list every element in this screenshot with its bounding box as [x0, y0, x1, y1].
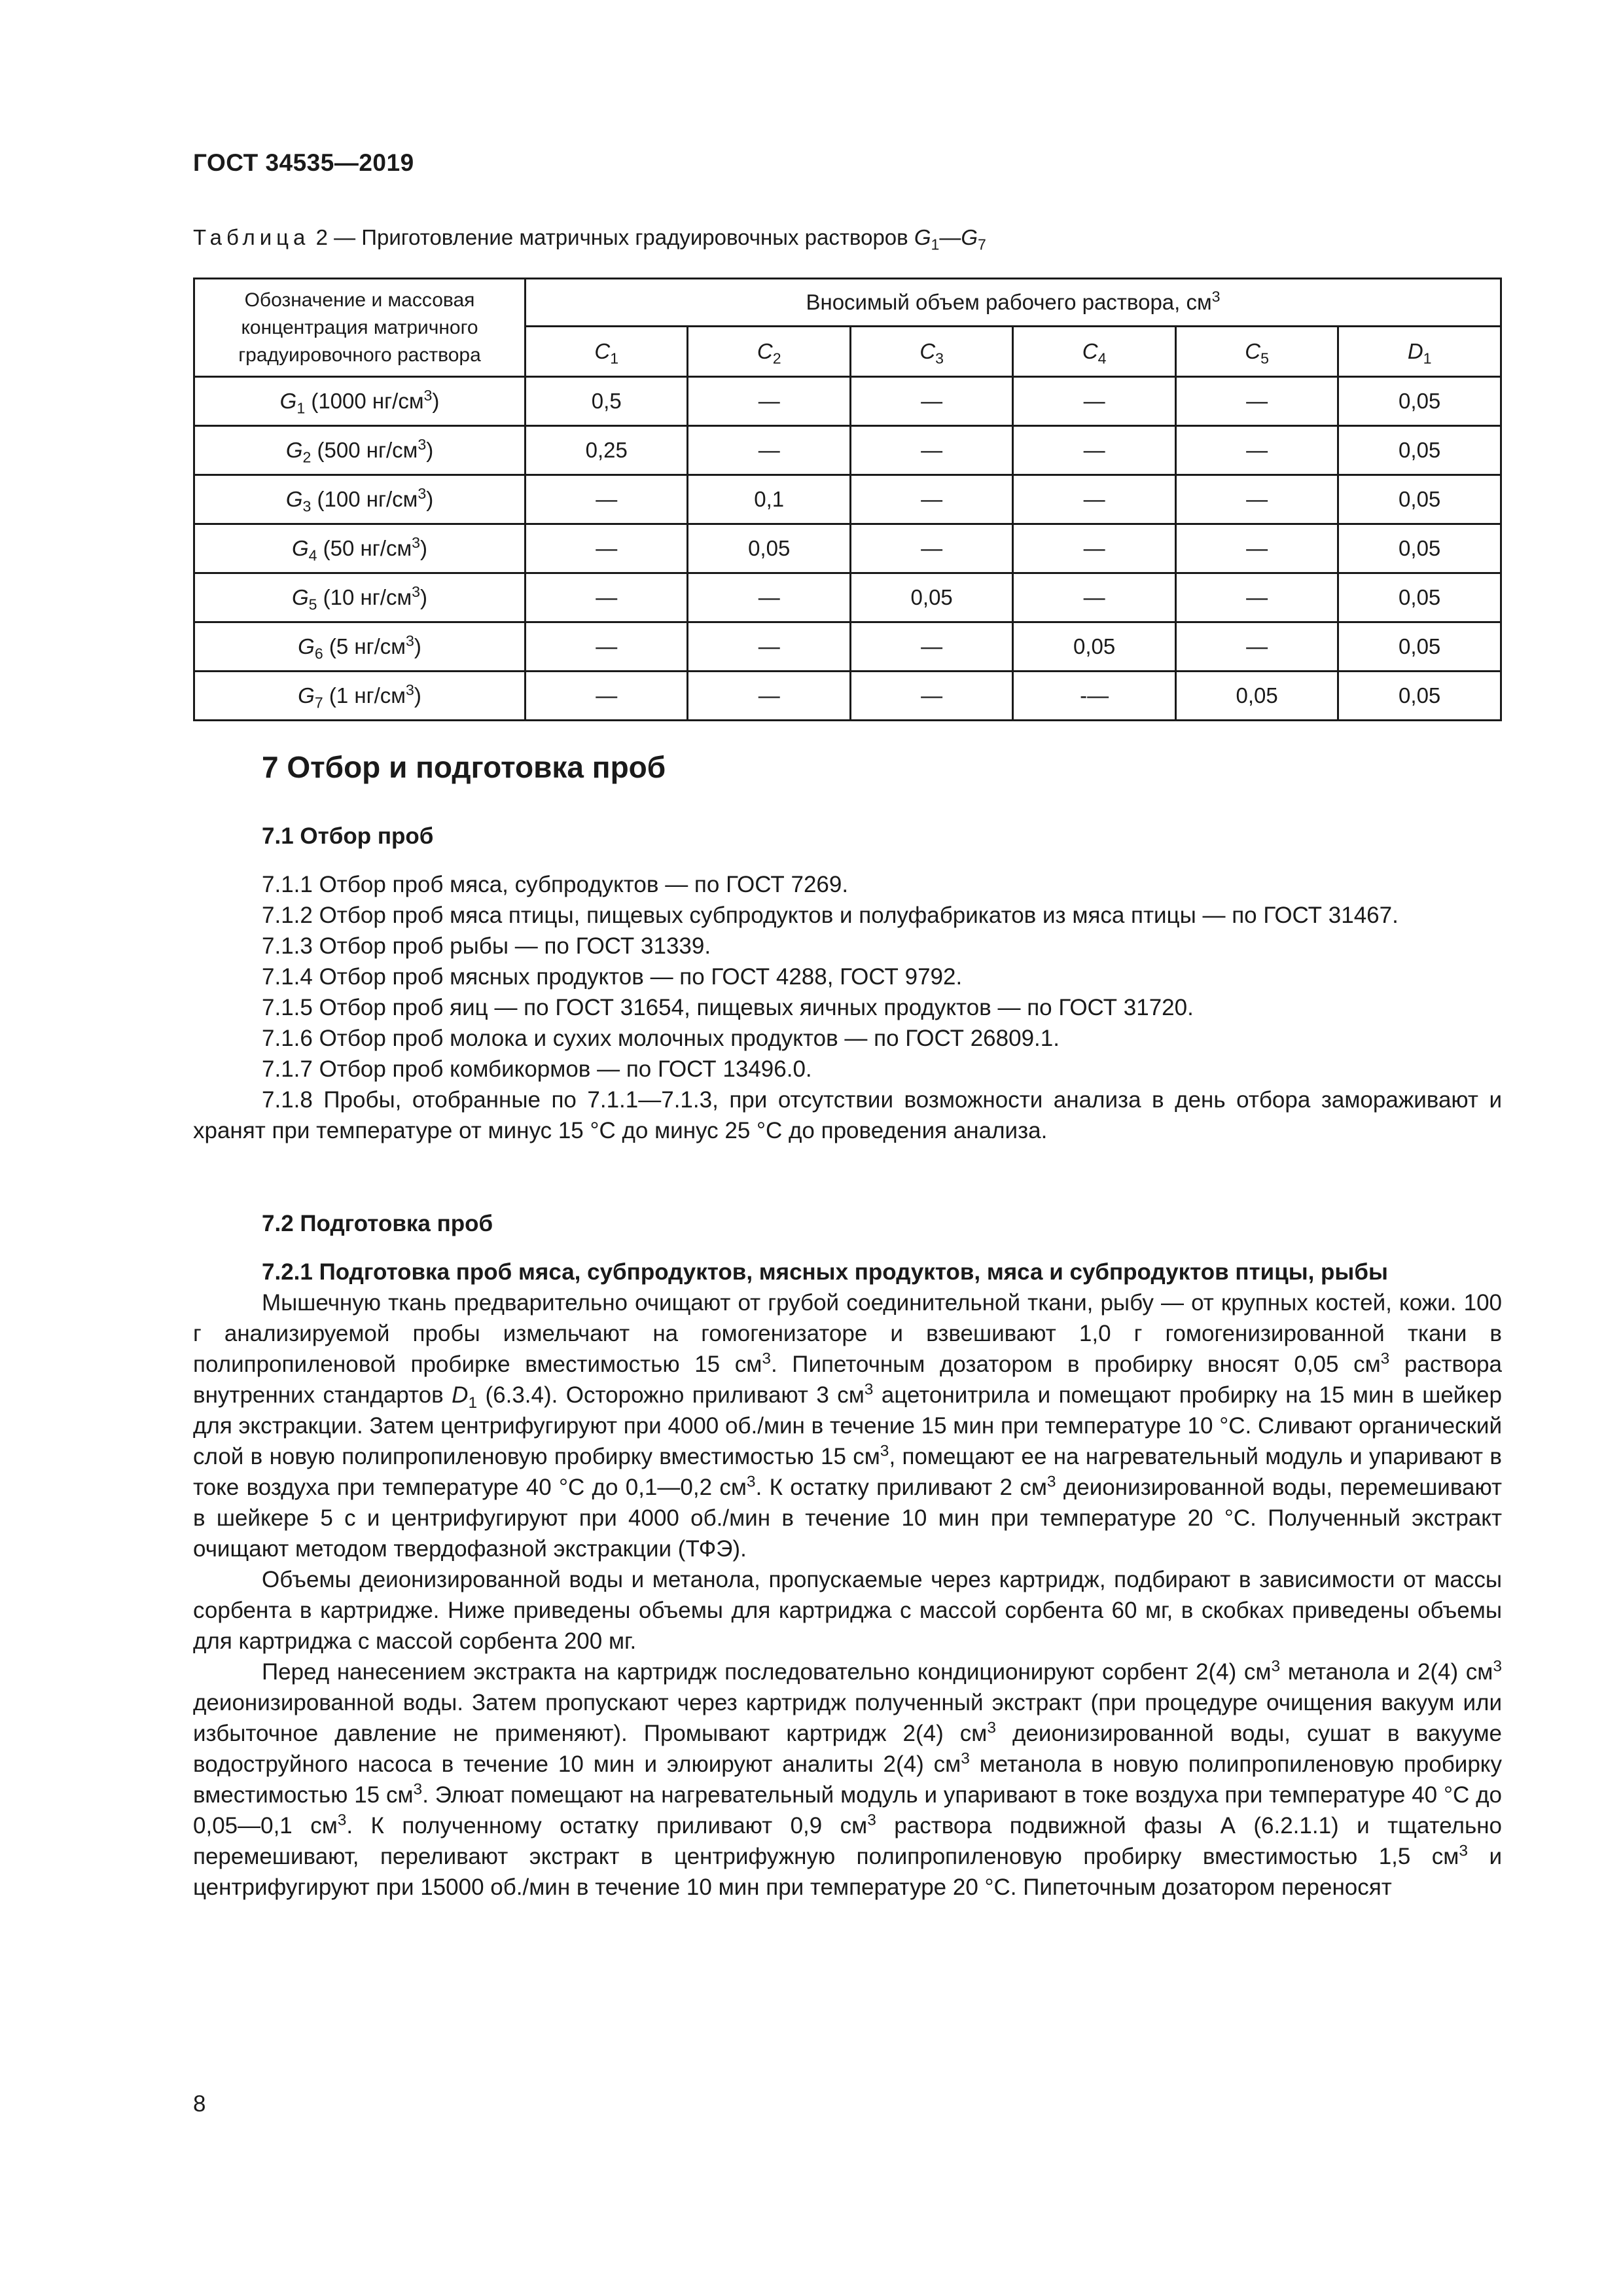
item-7-1-8: 7.1.8 Пробы, отобранные по 7.1.1—7.1.3, при отсутствии возможности анализа в день отбора замораживают и хранят при температуре от минус 15 °С до минус 25 °С до проведения анализа.	[193, 1087, 1502, 1143]
item-7-1-5: 7.1.5 Отбор проб яиц — по ГОСТ 31654, пищевых яичных продуктов — по ГОСТ 31720.	[262, 995, 1194, 1020]
caption-text: 2 — Приготовление матричных градуировочных растворов	[315, 225, 908, 249]
table-cell: —	[526, 573, 688, 622]
table-cell: —	[850, 672, 1012, 721]
table-cell: —	[1175, 622, 1338, 672]
column-header: $C_3$	[850, 327, 1012, 377]
table-row	[194, 672, 1501, 721]
caption-g-start-sub: 1	[931, 236, 940, 253]
table-cell: —	[688, 377, 850, 426]
table-row	[194, 573, 1501, 622]
paragraph-3: Перед нанесением экстракта на картридж последовательно кондиционируют сорбент 2(4) $см^3$ метанола и 2(4) $см^3$ деионизированной воды. Затем пропускают через картридж полученный экстракт (при процедуре очищения вакуум или избыточное давление не применяют). Промывают картридж 2(4) $см^3$ деионизированной воды, сушат в вакууме водоструйного насоса в течение 10 мин и элюируют аналиты 2(4) $см^3$ метанола в новую полипропиленовую пробирку вместимостью 15 $см^3$. Элюат помещают на нагревательный модуль и упаривают в токе воздуха при температуре 40 °С до 0,05—0,1 $см^3$. К полученному остатку приливают 0,9 $см^3$ раствора подвижной фазы А (6.2.1.1) и тщательно перемешивают, переливают экстракт в центрифужную полипропиленовую пробирку вместимостью 1,5 $см^3$ и центрифугируют при 15000 об./мин в течение 10 мин при температуре 20 °С. Пипеточным дозатором переносят	[193, 1657, 1503, 1900]
item-7-1-1: 7.1.1 Отбор проб мяса, субпродуктов — по ГОСТ 7269.	[262, 872, 849, 897]
table-cell: —	[850, 524, 1012, 573]
table-caption	[193, 225, 986, 253]
head-designation: Обозначение и массовая концентрация матричного градуировочного раствора	[194, 279, 526, 377]
section-7-2-body	[193, 1257, 1502, 1903]
table-cell: 0,05	[1338, 377, 1501, 426]
column-header: $C_4$	[1013, 327, 1175, 377]
section-7-1-items	[193, 869, 1502, 1146]
table-cell: 0,05	[1338, 524, 1501, 573]
table-cell: —	[688, 426, 850, 475]
table-row	[194, 426, 1501, 475]
column-header: $C_1$	[526, 327, 688, 377]
caption-g-end: G	[961, 225, 978, 249]
table-row	[194, 377, 1501, 426]
table-cell: 0,05	[1013, 622, 1175, 672]
subsection-7-1: 7.1 Отбор проб	[262, 823, 434, 849]
head-volume-sup: 3	[1211, 288, 1221, 305]
table-cell: 0,05	[688, 524, 850, 573]
table-cell: —	[526, 475, 688, 524]
table-cell: 0,05	[1175, 672, 1338, 721]
table-cell: 0,05	[850, 573, 1012, 622]
caption-prefix: Таблица	[193, 225, 310, 249]
caption-g-start: G	[914, 225, 931, 249]
paragraph-2: Объемы деионизированной воды и метанола, пропускаемые через картридж, подбирают в зависимости от массы сорбента в картридже. Ниже приведены объемы для картриджа с массой сорбента 60 мг, в скобках приведены объемы для картриджа с массой сорбента 200 мг.	[193, 1567, 1502, 1654]
row-label: $G_3$ (100 $нг/см^3$)	[194, 475, 526, 524]
table-cell: 0,1	[688, 475, 850, 524]
row-label: $G_7$ (1 $нг/см^3$)	[194, 672, 526, 721]
document-header: ГОСТ 34535—2019	[193, 149, 414, 176]
table-cell: 0,05	[1338, 672, 1501, 721]
table-cell: —	[688, 622, 850, 672]
column-header: $C_5$	[1175, 327, 1338, 377]
caption-g-end-sub: 7	[978, 236, 986, 253]
table-cell: —	[850, 377, 1012, 426]
table-cell: —	[526, 524, 688, 573]
paragraph-1: Мышечную ткань предварительно очищают от грубой соединительной ткани, рыбу — от крупных костей, кожи. 100 г анализируемой пробы измельчают на гомогенизаторе и взвешивают 1,0 г гомогенизированной ткани в полипропиленовой пробирке вместимостью 15 $см^3$. Пипеточным дозатором в пробирку вносят 0,05 $см^3$ раствора внутренних стандартов $D_1$ (6.3.4). Осторожно приливают 3 $см^3$ ацетонитрила и помещают пробирку на 15 мин в шейкер для экстракции. Затем центрифугируют при 4000 об./мин в течение 15 мин при температуре 10 °С. Сливают органический слой в новую полипропиленовую пробирку вместимостью 15 $см^3$, помещают ее на нагревательный модуль и упаривают в токе воздуха при температуре 40 °С до 0,1—0,2 $см^3$. К остатку приливают 2 $см^3$ деионизированной воды, перемешивают в шейкере 5 с и центрифугируют при 4000 об./мин в течение 10 мин при температуре 20 °С. Полученный экстракт очищают методом твердофазной экстракции (ТФЭ).	[193, 1290, 1503, 1562]
calibration-table	[193, 278, 1502, 721]
row-label: $G_4$ (50 $нг/см^3$)	[194, 524, 526, 573]
table-cell: —	[850, 475, 1012, 524]
table-cell: —	[688, 573, 850, 622]
table-cell: 0,05	[1338, 475, 1501, 524]
table-cell: —	[688, 672, 850, 721]
table-cell: —	[1175, 475, 1338, 524]
page-number: 8	[193, 2091, 206, 2117]
table-cell: —	[1175, 377, 1338, 426]
table-cell: —	[526, 622, 688, 672]
row-label: $G_5$ (10 $нг/см^3$)	[194, 573, 526, 622]
column-header: $C_2$	[688, 327, 850, 377]
table-cell: —	[1013, 573, 1175, 622]
table-row	[194, 475, 1501, 524]
head-volume-text: Вносимый объем рабочего раствора, см	[806, 290, 1212, 314]
table-cell: —	[850, 426, 1012, 475]
table-row	[194, 622, 1501, 672]
item-7-1-2: 7.1.2 Отбор проб мяса птицы, пищевых субпродуктов и полуфабрикатов из мяса птицы — по ГОСТ 31467.	[262, 903, 1399, 928]
table-cell: 0,05	[1338, 573, 1501, 622]
table-cell: 0,25	[526, 426, 688, 475]
table-cell: 0,05	[1338, 622, 1501, 672]
subsection-7-2: 7.2 Подготовка проб	[262, 1211, 493, 1236]
row-label: $G_2$ (500 $нг/см^3$)	[194, 426, 526, 475]
table-cell: —	[1013, 426, 1175, 475]
table-cell: —	[1175, 426, 1338, 475]
table-cell: —	[1013, 524, 1175, 573]
table-row	[194, 524, 1501, 573]
table-cell: —	[1013, 377, 1175, 426]
table-cell: —	[1175, 524, 1338, 573]
item-7-1-6: 7.1.6 Отбор проб молока и сухих молочных продуктов — по ГОСТ 26809.1.	[262, 1026, 1060, 1051]
item-7-1-3: 7.1.3 Отбор проб рыбы — по ГОСТ 31339.	[262, 933, 711, 959]
table-cell: —	[850, 622, 1012, 672]
table-cell: —	[526, 672, 688, 721]
column-header: $D_1$	[1338, 327, 1501, 377]
table-cell: 0,5	[526, 377, 688, 426]
table-cell: —	[1013, 475, 1175, 524]
item-7-1-4: 7.1.4 Отбор проб мясных продуктов — по ГОСТ 4288, ГОСТ 9792.	[262, 964, 963, 990]
head-volume	[526, 279, 1501, 327]
table-cell: 0,05	[1338, 426, 1501, 475]
item-7-1-7: 7.1.7 Отбор проб комбикормов — по ГОСТ 13496.0.	[262, 1056, 812, 1082]
subsection-7-2-1: 7.2.1 Подготовка проб мяса, субпродуктов, мясных продуктов, мяса и субпродуктов птицы, рыбы	[262, 1259, 1388, 1285]
section-title: 7 Отбор и подготовка проб	[262, 750, 666, 784]
caption-sep: —	[939, 225, 961, 249]
table-cell: -—	[1013, 672, 1175, 721]
row-label: $G_1$ (1000 $нг/см^3$)	[194, 377, 526, 426]
table-cell: —	[1175, 573, 1338, 622]
row-label: $G_6$ (5 $нг/см^3$)	[194, 622, 526, 672]
